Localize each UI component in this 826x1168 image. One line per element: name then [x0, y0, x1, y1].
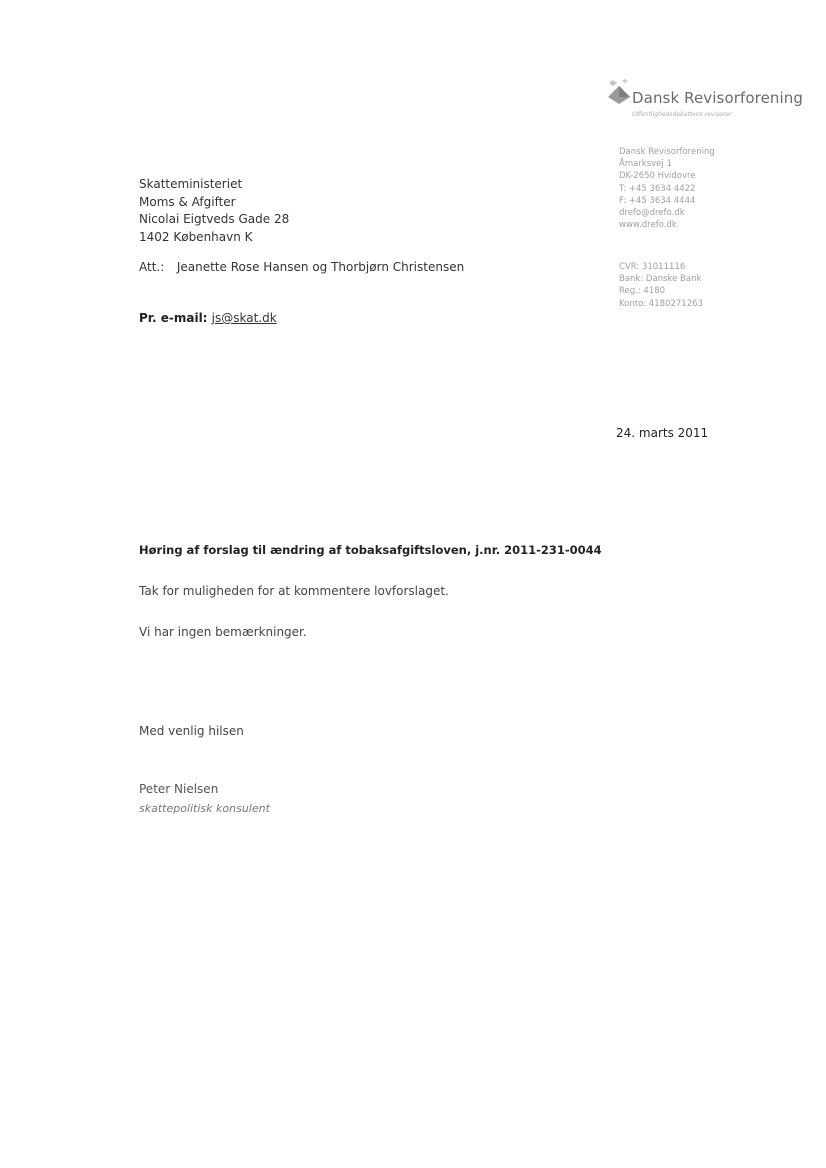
sender-address	[619, 146, 715, 231]
signer-title: skattepolitisk konsulent	[139, 802, 270, 815]
recipient-address	[139, 176, 289, 246]
recipient-line: Moms & Afgifter	[139, 194, 236, 209]
sender-bank: Bank: Danske Bank	[619, 274, 702, 285]
sender-email: drefo@drefo.dk	[619, 207, 685, 218]
sender-cvr: CVR: 31011116	[619, 262, 686, 272]
email-address-link[interactable]: js@skat.dk	[211, 311, 277, 325]
signer-name: Peter Nielsen	[139, 782, 219, 796]
organization-logo	[606, 78, 806, 128]
body-paragraph: Vi har ingen bemærkninger.	[139, 625, 307, 639]
attention-line	[139, 260, 464, 274]
sender-reg: Reg.: 4180	[619, 286, 666, 297]
recipient-line: Nicolai Eigtveds Gade 28	[139, 212, 290, 226]
sender-line: Dansk Revisorforening	[619, 147, 715, 157]
sender-website: www.drefo.dk	[619, 220, 677, 231]
sender-bank-info	[619, 261, 703, 310]
sender-line: Åmarksvej 1	[619, 159, 672, 170]
letter-subject: Høring af forslag til ændring af tobaksafgiftsloven, j.nr. 2011-231-0044	[139, 543, 602, 557]
attention-label: Att.:	[139, 260, 165, 274]
sender-account: Konto: 4180271263	[619, 298, 703, 309]
body-paragraph: Tak for muligheden for at kommentere lovforslaget.	[139, 584, 449, 598]
letter-date: 24. marts 2011	[616, 426, 709, 440]
email-label: Pr. e-mail:	[139, 311, 208, 325]
logo-tagline: Offentlighedsdebattens revisorer	[632, 111, 732, 118]
sender-phone: T: +45 3634 4422	[619, 183, 696, 194]
diamond-logo-icon	[606, 78, 632, 112]
recipient-line: Skatteministeriet	[139, 177, 243, 191]
sender-line: DK-2650 Hvidovre	[619, 171, 696, 182]
closing-salutation: Med venlig hilsen	[139, 724, 244, 738]
sender-fax: F: +45 3634 4444	[619, 195, 696, 206]
recipient-line: 1402 København K	[139, 229, 253, 244]
email-line	[139, 311, 277, 325]
attention-names: Jeanette Rose Hansen og Thorbjørn Christensen	[176, 260, 465, 274]
logo-name: Dansk Revisorforening	[632, 89, 804, 107]
